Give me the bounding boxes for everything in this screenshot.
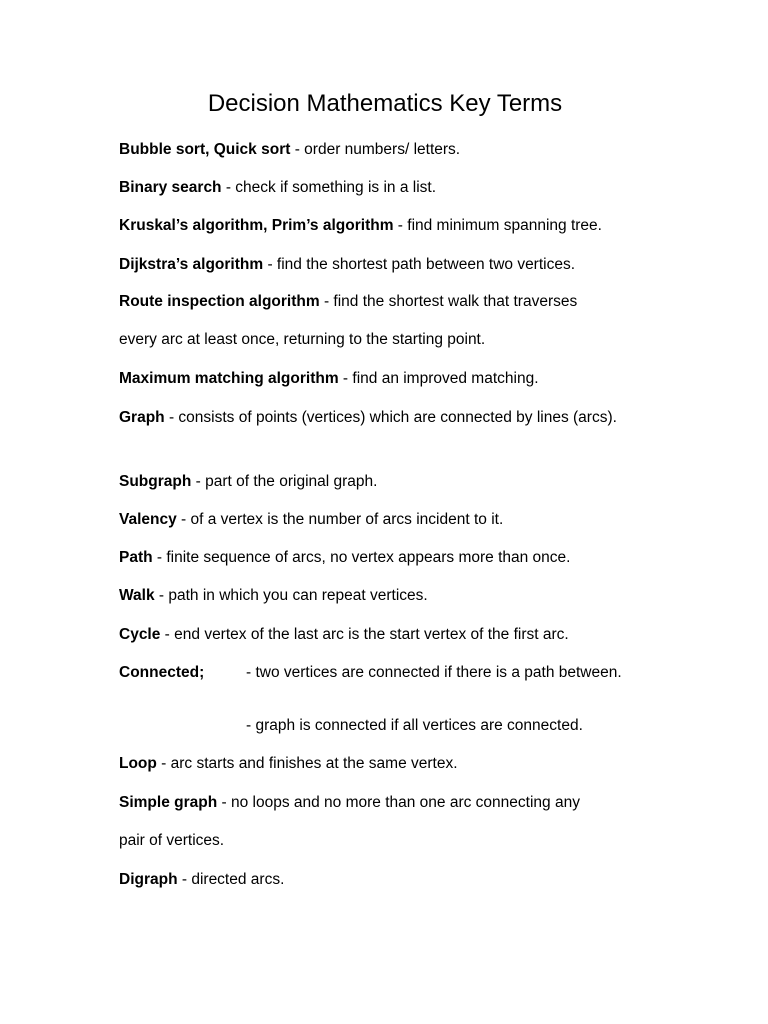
page-title: Decision Mathematics Key Terms [207,90,563,117]
term-name: Path [119,549,153,566]
term-entry [119,751,739,777]
term-definition: - finite sequence of arcs, no vertex appears more than once. [152,549,571,566]
term-name: Binary search [119,179,222,196]
term-name: Subgraph [119,473,192,490]
term-definition: - find an improved matching. [338,370,539,387]
term-definition: - order numbers/ letters. [290,141,461,158]
term-definition: - no loops and no more than one arc connecting any [217,794,580,811]
term-name: Digraph [119,871,178,888]
term-definition: - path in which you can repeat vertices. [154,587,428,604]
term-entry [119,252,739,278]
term-definition-continued: every arc at least once, returning to the starting point. [119,331,486,348]
term-entry [119,137,739,163]
term-definition: - find the shortest path between two vertices. [263,256,576,273]
term-entry [119,507,739,533]
term-entry [119,469,739,495]
term-name: Dijkstra’s algorithm [119,256,264,273]
term-definition: - of a vertex is the number of arcs incident to it. [176,511,504,528]
term-name: Valency [119,511,177,528]
term-name: Cycle [119,626,161,643]
term-entry [119,790,739,816]
term-entry [119,867,739,893]
term-name: Simple graph [119,794,218,811]
term-name: Walk [119,587,155,604]
term-entry [119,289,739,315]
term-name: Connected; [119,664,205,681]
term-entry [119,583,739,609]
term-name: Kruskal’s algorithm, Prim’s algorithm [119,217,394,234]
term-definition: - check if something is in a list. [221,179,437,196]
term-definition: - arc starts and finishes at the same vertex. [156,755,458,772]
term-name: Graph [119,409,165,426]
term-name: Loop [119,755,157,772]
term-definition: - part of the original graph. [191,473,378,490]
term-entry [119,366,739,392]
term-definition: - find the shortest walk that traverses [319,293,578,310]
term-entry [119,175,739,201]
term-entry [119,213,739,239]
term-definition: - find minimum spanning tree. [393,217,602,234]
term-definition: - consists of points (vertices) which are connected by lines (arcs). [164,409,617,426]
term-entry [119,405,639,431]
term-name: Maximum matching algorithm [119,370,339,387]
term-definition: - two vertices are connected if there is a path between. [246,664,622,681]
term-name: Route inspection algorithm [119,293,320,310]
term-definition: - graph is connected if all vertices are connected. [246,717,583,734]
term-entry [119,545,739,571]
term-definition-continued: pair of vertices. [119,832,225,849]
term-entry [119,622,739,648]
term-name: Bubble sort, Quick sort [119,141,291,158]
term-definition: - end vertex of the last arc is the start vertex of the first arc. [160,626,569,643]
term-definition: - directed arcs. [177,871,285,888]
